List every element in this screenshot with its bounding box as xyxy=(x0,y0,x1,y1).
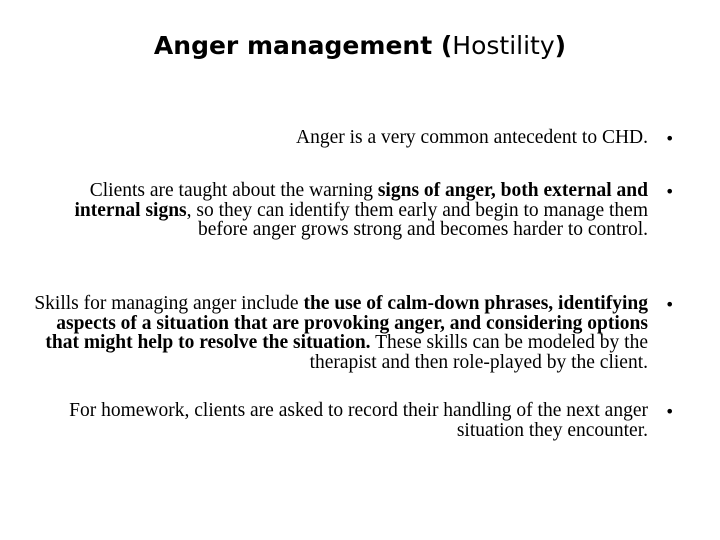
bullet-segment: Anger is a very common antecedent to CHD. xyxy=(296,127,648,148)
bullet-segment: These skills can be modeled by the therapist and then role-played by the client. xyxy=(309,332,648,373)
bullet-text-2 xyxy=(48,181,648,240)
title-normal-part: Hostility xyxy=(452,31,555,60)
title-close-part: ) xyxy=(554,31,567,60)
bullet-dot-icon: • xyxy=(665,129,675,148)
bullet-segment: For homework, clients are asked to record their handling of the next anger situation they encounter. xyxy=(69,400,648,441)
bullet-dot-icon: • xyxy=(665,182,675,201)
slide-title xyxy=(0,26,720,66)
bullet-text-4 xyxy=(28,401,648,440)
bullet-segment: Skills for managing anger include xyxy=(34,293,304,314)
title-bold-part: Anger management ( xyxy=(153,31,453,60)
bullet-dot-icon: • xyxy=(665,402,675,421)
bullet-text-1 xyxy=(48,128,648,148)
bullet-text-3 xyxy=(28,294,648,372)
bullet-segment: the use of calm-down phrases, identifying aspects of a situation that are provoking anger, and considering options that might help to resolve the situation. xyxy=(45,293,648,353)
bullet-segment: external and internal signs xyxy=(74,180,648,221)
bullet-segment: , so they can identify them early and begin to manage them before anger grows strong and becomes harder to control. xyxy=(186,199,648,240)
bullet-dot-icon: • xyxy=(665,295,675,314)
bullet-segment: Clients are taught about the warning xyxy=(89,180,378,201)
bullet-segment: signs of anger, both xyxy=(377,180,539,201)
